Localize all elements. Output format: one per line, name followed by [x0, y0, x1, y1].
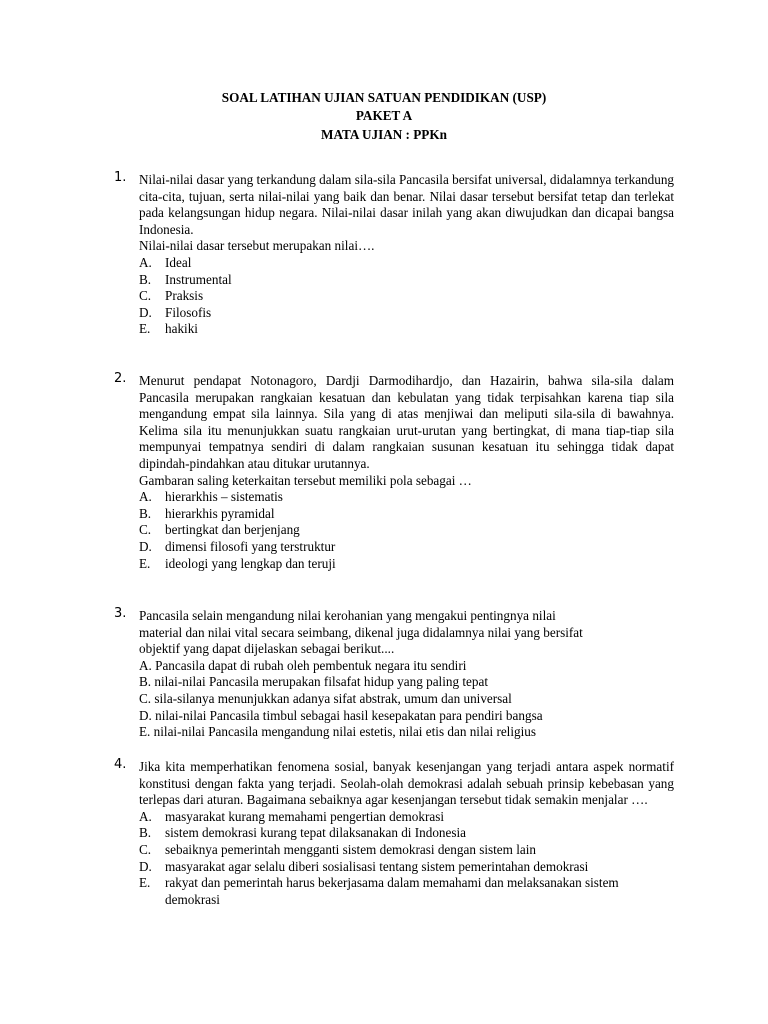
option-d [139, 539, 674, 556]
option-text: sebaiknya pemerintah mengganti sistem demokrasi dengan sistem lain [165, 841, 536, 857]
option-letter: A. [139, 254, 152, 270]
question-number: 1. [114, 170, 127, 185]
option-e [139, 321, 674, 338]
option-c [139, 288, 674, 305]
option-b: B. nilai-nilai Pancasila merupakan filsafat hidup yang paling tepat [139, 674, 488, 690]
question-4 [114, 759, 674, 908]
option-a [139, 489, 674, 506]
question-number: 2. [114, 371, 127, 386]
option-c [139, 842, 674, 859]
option-text: Filosofis [165, 304, 212, 320]
option-b [139, 272, 674, 289]
option-text: Instrumental [165, 271, 232, 287]
option-d [139, 859, 674, 876]
question-text-line: material dan nilai vital secara seimbang, dikenal juga didalamnya nilai yang bersifat [139, 624, 583, 640]
option-text: dimensi filosofi yang terstruktur [165, 538, 336, 554]
option-letter: B. [139, 271, 152, 287]
option-letter: C. [139, 288, 152, 304]
header-package: PAKET A [355, 108, 413, 124]
question-text: Menurut pendapat Notonagoro, Dardji Darmodihardjo, dan Hazairin, bahwa sila-sila dalam Pancasila merupakan rangkaian kesatuan dan kebulatan yang tidak terpisahkan karena tiap sila mengandung empat sila lainnya. Sila yang di atas menjiwai dan meliputi sila-sila di bawahnya. Kelima sila itu menunjukkan suatu rangkaian urut-urutan yang bertingkat, di mana tiap-tiap sila mempunyai tempatnya sendiri di dalam rangkaian susunan kesatuan itu sehingga tidak dapat dipindah-pindahkan atau ditukar urutannya. [139, 373, 674, 471]
option-letter: A. [139, 489, 152, 505]
option-text: hakiki [165, 321, 198, 337]
option-a [139, 255, 674, 272]
question-prompt: Gambaran saling keterkaitan tersebut memiliki pola sebagai … [139, 472, 472, 488]
question-text-line: Pancasila selain mengandung nilai kerohanian yang mengakui pentingnya nilai [139, 608, 556, 623]
option-letter: D. [139, 538, 152, 554]
option-letter: E. [139, 555, 151, 571]
option-c: C. sila-silanya menunjukkan adanya sifat abstrak, umum dan universal [139, 690, 512, 706]
question-number: 4. [114, 757, 127, 772]
question-number: 3. [114, 606, 127, 621]
option-letter: E. [139, 875, 151, 891]
option-letter: B. [139, 505, 152, 521]
option-b [139, 506, 674, 523]
option-text: hierarkhis pyramidal [165, 505, 275, 521]
header-subject: MATA UJIAN : PPKn [321, 126, 447, 142]
option-letter: C. [139, 841, 152, 857]
option-e [139, 556, 674, 573]
question-text: Jika kita memperhatikan fenomena sosial, banyak kesenjangan yang terjadi antara aspek normatif konstitusi dengan fakta yang terjadi. Seolah-olah demokrasi adalah sebuah prinsip kebebasan yang terlepas dari aturan. Bagaimana sebaiknya agar kesenjangan tersebut tidak semakin menjalar …. [139, 759, 674, 808]
option-text: hierarkhis – sistematis [165, 489, 283, 505]
option-text: ideologi yang lengkap dan teruji [165, 555, 336, 571]
option-text: Praksis [165, 288, 204, 304]
option-text: Ideal [165, 254, 192, 270]
option-letter: B. [139, 825, 152, 841]
option-letter: D. [139, 304, 152, 320]
option-d [139, 305, 674, 322]
question-text: Nilai-nilai dasar yang terkandung dalam sila-sila Pancasila bersifat universal, didalamnya terkandung cita-cita, tujuan, serta nilai-nilai yang baik dan benar. Nilai dasar tersebut bersifat tetap dan terlekat pada kelangsungan hidup negara. Nilai-nilai dasar inilah yang akan diwujudkan dan dicapai bangsa Indonesia. [139, 172, 675, 237]
option-letter: A. [139, 808, 152, 824]
option-e: E. nilai-nilai Pancasila mengandung nilai estetis, nilai etis dan nilai religius [139, 724, 536, 740]
option-text: rakyat dan pemerintah harus bekerjasama dalam memahami dan melaksanakan sistem demokrasi [165, 875, 619, 907]
option-letter: D. [139, 858, 152, 874]
option-b [139, 825, 674, 842]
option-letter: E. [139, 321, 151, 337]
option-text: sistem demokrasi kurang tepat dilaksanakan di Indonesia [165, 825, 467, 841]
option-letter: C. [139, 522, 152, 538]
question-prompt: Nilai-nilai dasar tersebut merupakan nilai…. [139, 238, 375, 254]
question-3 [114, 608, 674, 741]
option-a [139, 809, 674, 826]
document-header [0, 89, 768, 144]
option-text: bertingkat dan berjenjang [165, 522, 300, 538]
question-text-line: objektif yang dapat dijelaskan sebagai berikut.... [139, 641, 395, 657]
option-text: masyarakat kurang memahami pengertian demokrasi [165, 808, 445, 824]
option-e [139, 875, 674, 908]
question-1 [114, 172, 674, 338]
option-d: D. nilai-nilai Pancasila timbul sebagai hasil kesepakatan para pendiri bangsa [139, 707, 543, 723]
option-a: A. Pancasila dapat di rubah oleh pembentuk negara itu sendiri [139, 657, 467, 673]
question-2 [114, 373, 674, 572]
header-title: SOAL LATIHAN UJIAN SATUAN PENDIDIKAN (USP) [221, 90, 547, 105]
option-c [139, 522, 674, 539]
option-text: masyarakat agar selalu diberi sosialisasi tentang sistem pemerintahan demokrasi [165, 858, 589, 874]
